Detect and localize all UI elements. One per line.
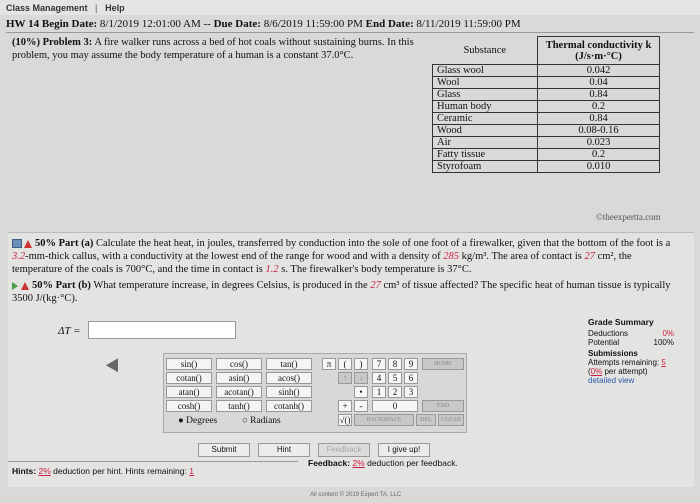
conductivity-cell: 0.84 — [538, 113, 660, 125]
part-a-text: -mm-thick callus, with a conductivity at the lowest end of the range for wood and with a density of — [25, 251, 441, 262]
feedback-info — [308, 458, 458, 468]
attempts-value: 5 — [661, 358, 666, 367]
pi-button[interactable]: π — [322, 358, 336, 370]
acotan-button[interactable]: acotan() — [216, 386, 262, 398]
conductivity-cell: 0.023 — [538, 137, 660, 149]
table-row — [433, 77, 660, 89]
plus-button[interactable]: + — [338, 400, 352, 412]
grade-summary-title: Grade Summary — [588, 317, 654, 327]
hw-title: HW 14 — [6, 18, 40, 30]
cotanh-button[interactable]: cotanh() — [266, 400, 312, 412]
table-row — [433, 113, 660, 125]
conductivity-cell: 0.04 — [538, 77, 660, 89]
digit-6-button[interactable]: 6 — [404, 372, 418, 384]
substance-cell: Ceramic — [433, 113, 538, 125]
conductivity-header-units: (J/s·m·°C) — [575, 50, 622, 62]
end-button[interactable]: END — [422, 400, 464, 412]
up-arrow-button[interactable]: ↑ — [338, 372, 352, 384]
submissions-title: Submissions — [588, 349, 638, 358]
conductivity-cell: 0.84 — [538, 89, 660, 101]
answer-label: ΔT = — [58, 325, 81, 337]
tanh-button[interactable]: tanh() — [216, 400, 262, 412]
hint-deduction-value: 2% — [38, 466, 51, 476]
feedback-deduction-value: 2% — [352, 458, 365, 468]
substance-cell: Fatty tissue — [433, 149, 538, 161]
potential-value: 100% — [653, 338, 674, 347]
radians-radio[interactable]: ○ Radians — [242, 416, 281, 426]
page-footer: All content © 2019 Expert TA, LLC — [310, 492, 402, 498]
end-label: End Date: — [365, 18, 414, 30]
digit-8-button[interactable]: 8 — [388, 358, 402, 370]
substance-cell: Styrofoam — [433, 161, 538, 173]
part-a-text: s. The firewalker's body temperature is 37°C. — [281, 264, 472, 275]
contact-time-value: 1.2 — [265, 264, 279, 275]
answer-input[interactable] — [88, 321, 236, 339]
potential-label: Potential — [588, 338, 620, 347]
down-arrow-button[interactable]: ↓ — [354, 372, 368, 384]
part-a-label: 50% Part (a) — [35, 238, 94, 249]
per-attempt-value: 0% — [590, 367, 603, 376]
copyright-credit: ©theexpertta.com — [596, 212, 661, 222]
substance-cell: Glass — [433, 89, 538, 101]
backspace-button[interactable]: BACKSPACE — [354, 414, 414, 426]
minus-button[interactable]: - — [354, 400, 368, 412]
left-paren-button[interactable]: ( — [338, 358, 352, 370]
submissions-info: Submissions Attempts remaining: 5 (0% per attempt) detailed view — [588, 349, 688, 385]
part-b-text: What temperature increase, in degrees Celsius, is produced in the — [93, 280, 368, 291]
problem-weight: (10%) Problem 3: — [12, 37, 93, 48]
right-paren-button[interactable]: ) — [354, 358, 368, 370]
menu-separator: | — [95, 3, 98, 13]
give-up-button[interactable]: I give up! — [378, 443, 430, 457]
digit-0-button[interactable]: 0 — [372, 400, 418, 412]
hints-remaining-value: 1 — [189, 466, 194, 476]
substance-cell: Wool — [433, 77, 538, 89]
problem-text: A fire walker runs across a bed of hot coals without sustaining burns. In this problem, you may assume the body temperature of a human is a constant 37.0°C. — [12, 37, 414, 61]
hints-info — [8, 461, 298, 480]
substance-cell: Human body — [433, 101, 538, 113]
hints-text: deduction per hint. Hints remaining: — [53, 466, 187, 476]
warning-icon — [21, 282, 29, 290]
hints-label: Hints: — [12, 466, 37, 476]
assignment-header — [6, 18, 694, 33]
grade-summary — [588, 317, 688, 347]
table-row — [433, 149, 660, 161]
part-b-label: 50% Part (b) — [32, 280, 91, 291]
play-icon[interactable] — [12, 282, 18, 290]
due-label: Due Date: — [213, 18, 261, 30]
part-b-text: cm³ of tissue affected? The specific heat of human tissue is typically 3500 J/(kg·°C). — [12, 280, 671, 304]
part-a-text: kg/m³. The area of contact is — [461, 251, 582, 262]
cos-button[interactable]: cos() — [216, 358, 262, 370]
digit-2-button[interactable]: 2 — [388, 386, 402, 398]
conductivity-cell: 0.08-0.16 — [538, 125, 660, 137]
table-row — [433, 65, 660, 77]
table-row — [433, 125, 660, 137]
substance-cell: Wood — [433, 125, 538, 137]
class-management-link[interactable]: Class Management — [6, 3, 88, 13]
deductions-label: Deductions — [588, 329, 629, 338]
begin-date: 8/1/2019 12:01:00 AM — [99, 18, 201, 30]
degrees-label: Degrees — [186, 416, 218, 426]
attempts-label: Attempts remaining: — [588, 358, 660, 367]
substance-cell: Air — [433, 137, 538, 149]
mouse-cursor-icon — [106, 358, 124, 375]
conductivity-cell: 0.2 — [538, 149, 660, 161]
per-attempt-label: per attempt) — [604, 367, 648, 376]
due-date: 8/6/2019 11:59:00 PM — [263, 18, 363, 30]
conductivity-header — [538, 37, 660, 65]
acos-button[interactable]: acos() — [266, 372, 312, 384]
part-a-text: cm², the temperature of the coals is 700°C, and the time in contact is — [12, 251, 632, 275]
density-value: 285 — [443, 251, 460, 262]
conductivity-header-title: Thermal conductivity k — [545, 39, 652, 51]
digit-9-button[interactable]: 9 — [404, 358, 418, 370]
hint-button[interactable]: Hint — [258, 443, 310, 457]
tissue-volume-value: 27 — [370, 280, 381, 291]
digit-4-button[interactable]: 4 — [372, 372, 386, 384]
callus-thickness-value: 3.2 — [12, 251, 26, 262]
feedback-label: Feedback: — [308, 458, 351, 468]
conductivity-cell: 0.2 — [538, 101, 660, 113]
conductivity-cell: 0.042 — [538, 65, 660, 77]
clear-button[interactable]: CLEAR — [438, 414, 464, 426]
document-icon — [12, 239, 22, 248]
warning-icon — [24, 240, 32, 248]
help-link[interactable]: Help — [105, 3, 125, 13]
digit-7-button[interactable]: 7 — [372, 358, 386, 370]
deductions-value: 0% — [662, 329, 674, 338]
cosh-button[interactable]: cosh() — [166, 400, 212, 412]
radians-label: Radians — [250, 416, 281, 426]
table-row — [433, 137, 660, 149]
digit-1-button[interactable]: 1 — [372, 386, 386, 398]
end-date: 8/11/2019 11:59:00 PM — [416, 18, 521, 30]
table-row — [433, 89, 660, 101]
feedback-text: deduction per feedback. — [367, 458, 458, 468]
part-a-text: Calculate the heat heat, in joules, transferred by conduction into the sole of one foot of a firewalker, given that the bottom of the foot is a — [95, 238, 671, 249]
top-menu-bar — [0, 0, 700, 15]
sqrt-button[interactable]: √() — [339, 415, 351, 425]
tan-button[interactable]: tan() — [266, 358, 312, 370]
submit-button[interactable]: Submit — [198, 443, 250, 457]
substance-header: Substance — [463, 44, 507, 56]
conductivity-table — [432, 36, 660, 173]
header-dash: -- — [203, 18, 211, 30]
sinh-button[interactable]: sinh() — [266, 386, 312, 398]
begin-label: Begin Date: — [41, 18, 98, 30]
digit-3-button[interactable]: 3 — [404, 386, 418, 398]
substance-cell: Glass wool — [433, 65, 538, 77]
delete-button[interactable]: DEL — [416, 414, 436, 426]
part-b — [8, 279, 684, 305]
part-a — [8, 237, 684, 276]
contact-area-value: 27 — [584, 251, 595, 262]
asin-button[interactable]: asin() — [216, 372, 262, 384]
table-row — [433, 161, 660, 173]
question-panel — [8, 232, 694, 487]
home-button[interactable]: HOME — [422, 358, 464, 370]
conductivity-cell: 0.010 — [538, 161, 660, 173]
feedback-button[interactable]: Feedback — [318, 443, 370, 457]
dot-button[interactable]: • — [354, 386, 368, 398]
detailed-view-link[interactable]: detailed view — [588, 376, 635, 385]
calculator-keypad — [163, 353, 467, 433]
atan-button[interactable]: atan() — [166, 386, 212, 398]
problem-statement — [12, 36, 432, 62]
table-row — [433, 101, 660, 113]
cotan-button[interactable]: cotan() — [166, 372, 212, 384]
degrees-radio[interactable]: ● Degrees — [178, 416, 218, 426]
digit-5-button[interactable]: 5 — [388, 372, 402, 384]
sin-button[interactable]: sin() — [166, 358, 212, 370]
